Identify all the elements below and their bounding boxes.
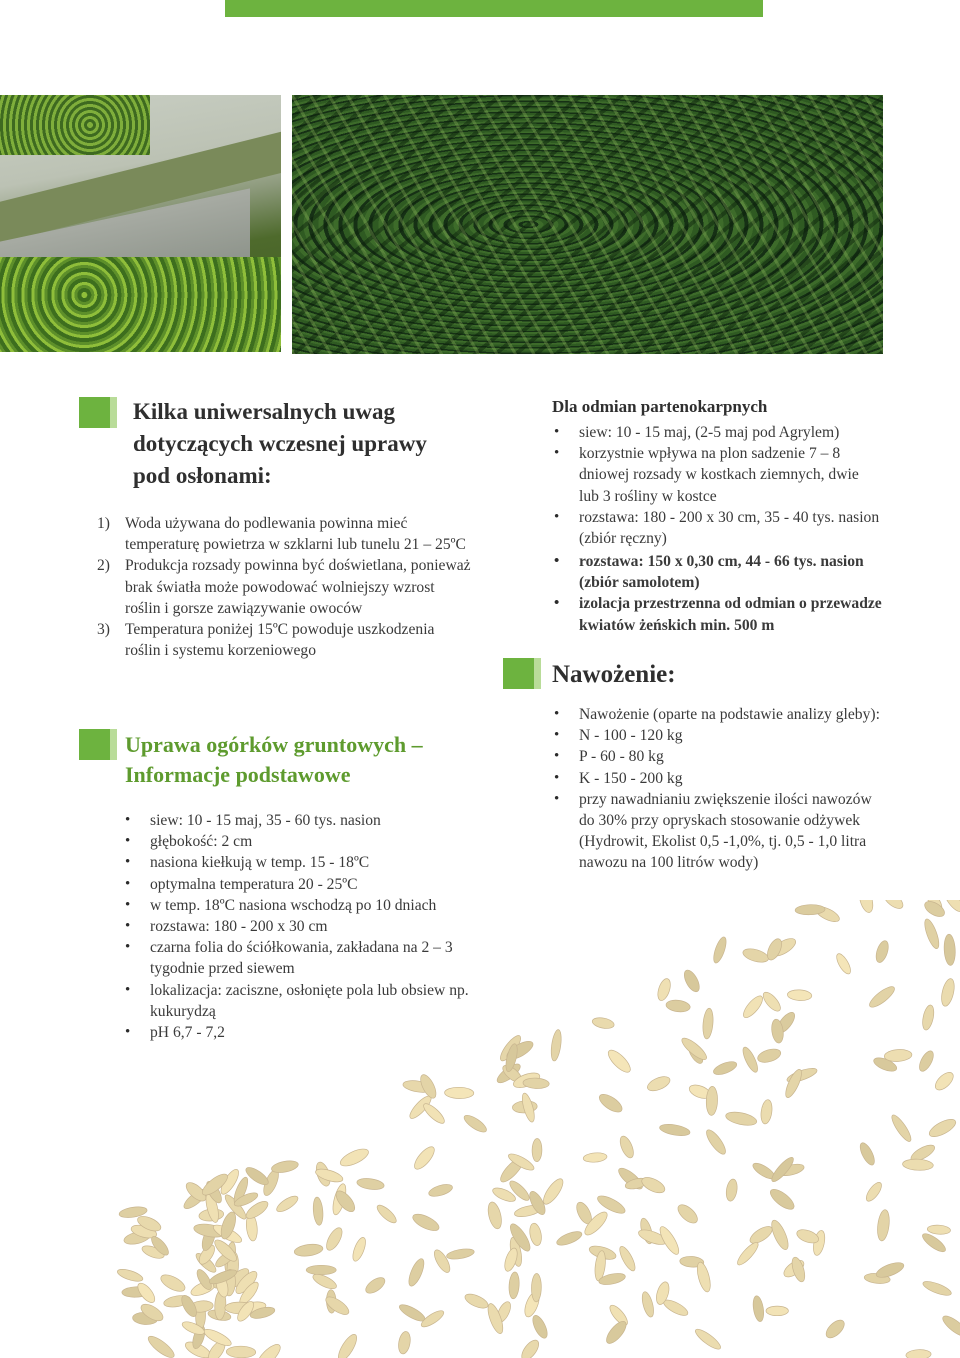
seed-shape xyxy=(695,1261,713,1293)
list-item-text: Woda używana do podlewania powinna mieć temperaturę powietrza w szklarni lub tunelu 21 – 25ºC xyxy=(125,515,466,554)
seed-shape xyxy=(116,1267,144,1284)
seed-shape xyxy=(752,1295,766,1322)
seed-shape xyxy=(712,1059,739,1077)
list-item-text: Temperatura poniżej 15ºC powoduje uszkodzenia roślin i systemu korzeniowego xyxy=(125,621,435,660)
seed-shape xyxy=(617,1244,638,1273)
seed-shape xyxy=(375,1202,399,1225)
seed-shape xyxy=(823,1317,847,1341)
top-green-bar xyxy=(225,0,763,17)
seed-shape xyxy=(864,1180,885,1203)
seed-shape xyxy=(145,1333,177,1358)
list-item: • pH 6,7 - 7,2 xyxy=(123,1022,475,1043)
seed-shape xyxy=(725,1178,739,1202)
seed-shape xyxy=(927,1116,958,1140)
seed-shape xyxy=(605,1047,634,1076)
seed-shape xyxy=(756,1047,782,1065)
seed-shape xyxy=(508,1272,520,1299)
seed-shape xyxy=(922,917,942,950)
seed-shape xyxy=(735,1240,761,1268)
seed-shape xyxy=(411,1211,442,1234)
seed-shape xyxy=(446,1247,475,1261)
list-item xyxy=(97,619,472,661)
seed-shape xyxy=(462,1112,489,1135)
seed-shape xyxy=(356,1177,385,1191)
seed-shape xyxy=(555,1229,584,1248)
seed-shape xyxy=(639,1174,667,1196)
seed-shape xyxy=(740,993,765,1020)
seed-shape xyxy=(874,939,891,964)
seed-shape xyxy=(540,1176,566,1207)
seed-shape xyxy=(675,1201,701,1226)
parthenocarpic-bold-list xyxy=(552,551,882,636)
photo-gherkins xyxy=(292,95,883,354)
seed-shape xyxy=(306,1265,336,1274)
list-item: • nasiona kiełkują w temp. 15 - 18ºC xyxy=(123,852,475,873)
seed-shape xyxy=(884,1049,912,1063)
seed-shape xyxy=(760,1099,774,1125)
seed-shape xyxy=(411,1144,437,1172)
parthenocarpic-list xyxy=(552,422,882,549)
seed-shape xyxy=(834,952,853,976)
seed-shape xyxy=(766,1306,788,1316)
seed-shape xyxy=(881,900,906,912)
seed-shape xyxy=(363,1275,387,1297)
seed-shape xyxy=(406,1257,427,1288)
seed-shape xyxy=(294,1243,324,1258)
photo-cucumbers-pile xyxy=(0,257,281,352)
section-heading-fertilization: Nawożenie: xyxy=(552,661,676,688)
list-item xyxy=(97,555,472,619)
seed-shape xyxy=(597,1091,625,1115)
list-item-number: 1) xyxy=(97,515,110,532)
seed-shape xyxy=(659,1122,691,1137)
seed-shape xyxy=(922,900,947,920)
seed-shape xyxy=(767,1186,797,1213)
section-marker xyxy=(503,658,534,689)
seed-shape xyxy=(583,1152,608,1163)
list-item: • P - 60 - 80 kg xyxy=(552,746,882,767)
seed-shape xyxy=(681,968,702,994)
seed-shape xyxy=(421,1101,447,1126)
seed-shape xyxy=(939,977,956,1007)
seed-shape xyxy=(350,1236,368,1263)
photo-sorting-machine xyxy=(0,95,281,352)
seed-shape xyxy=(693,1326,723,1352)
seed-shape xyxy=(530,1313,550,1340)
list-item: • przy nawadnianiu zwiększenie ilości nawozów do 30% przy opryskach stosowanie odżywek (Hydrowit, Ekolist 0,5 -1,0%, tj. 0,5 - 1,0 litra nawozu na 100 litrów wody) xyxy=(552,789,882,874)
seed-shape xyxy=(645,1074,672,1094)
seed-shape xyxy=(876,1209,891,1242)
seed-shape xyxy=(943,934,956,966)
seed-shape xyxy=(254,1341,284,1358)
list-item: • siew: 10 - 15 maj, (2-5 maj pod Agrylem) xyxy=(552,422,882,443)
seed-shape xyxy=(857,900,875,914)
seed-shape xyxy=(271,1159,300,1175)
list-item-number: 3) xyxy=(97,621,110,639)
list-item: • siew: 10 - 15 maj, 35 - 60 tys. nasion xyxy=(123,810,475,831)
seed-shape xyxy=(486,1201,504,1230)
section-heading-parthenocarpic: Dla odmian partenokarpnych xyxy=(552,397,768,416)
photo-cucumbers-top xyxy=(0,95,150,155)
cucumber-seeds-image xyxy=(70,900,960,1358)
seed-shape xyxy=(617,1134,636,1159)
seed-shape xyxy=(917,1049,937,1074)
section-marker xyxy=(79,397,110,428)
seed-shape xyxy=(940,1313,960,1340)
seed-shape xyxy=(603,1318,629,1346)
seed-shape xyxy=(665,999,690,1013)
seed-shape xyxy=(591,1016,615,1030)
seed-shape xyxy=(431,1248,453,1275)
seed-shape xyxy=(274,1193,300,1214)
list-item: • czarna folia do ściółkowania, zakładana na 2 – 3 tygodnie przed siewem xyxy=(123,937,475,979)
fertilization-list xyxy=(552,704,882,874)
section-heading-field: Uprawa ogórków gruntowych – Informacje podstawowe xyxy=(125,732,423,787)
list-item: • w temp. 18ºC nasiona wschodzą po 10 dniach xyxy=(123,895,475,916)
seed-shape xyxy=(725,1110,758,1128)
seed-shape xyxy=(312,1197,324,1226)
section-heading-greenhouse: Kilka uniwersalnych uwag dotyczących wczesnej uprawy pod osłonami: xyxy=(133,399,427,488)
seed-shape xyxy=(787,989,812,1001)
seed-shape xyxy=(927,1224,951,1235)
list-item: • Nawożenie (oparte na podstawie analizy gleby): xyxy=(552,704,882,725)
seed-shape xyxy=(532,1138,542,1161)
seed-shape xyxy=(528,1222,543,1246)
seed-shape xyxy=(397,1302,427,1324)
greenhouse-remarks-list xyxy=(97,513,472,661)
seed-shape xyxy=(760,990,783,1014)
seed-shape xyxy=(741,946,770,964)
seed-shape xyxy=(158,1272,187,1295)
list-item: • korzystnie wpływa na plon sadzenie 7 – 8 dniowej rozsady w kostkach ziemnych, dwie lub 3 rośliny w kostce xyxy=(552,443,882,507)
seed-shape xyxy=(703,1127,728,1157)
seed-shape xyxy=(531,1273,541,1302)
seed-shape xyxy=(323,1225,345,1252)
seed-shape xyxy=(702,1008,714,1040)
list-item xyxy=(97,513,472,555)
list-item: • rozstawa: 180 - 200 x 30 cm, 35 - 40 tys. nasion (zbiór ręczny) xyxy=(552,507,882,549)
list-item: • lokalizacja: zaciszne, osłonięte pola lub obsiew np. kukurydzą xyxy=(123,980,475,1022)
seed-shape xyxy=(338,1146,371,1170)
seed-shape xyxy=(550,1029,563,1062)
list-item: • rozstawa: 180 - 200 x 30 cm xyxy=(123,916,475,937)
list-item: • rozstawa: 150 x 0,30 cm, 44 - 66 tys. nasion (zbiór samolotem) xyxy=(552,551,882,593)
seed-shape xyxy=(906,1349,932,1358)
seed-shape xyxy=(397,1331,412,1355)
seed-shape xyxy=(463,1291,490,1311)
seed-shape xyxy=(783,1067,805,1099)
seed-shape xyxy=(740,1045,760,1074)
list-item: • izolacja przestrzenna od odmian o przewadze kwiatów żeńskich min. 500 m xyxy=(552,593,882,635)
seed-shape xyxy=(711,936,728,965)
seed-shape xyxy=(867,983,897,1010)
section-marker xyxy=(79,729,110,760)
seed-shape xyxy=(445,1087,474,1099)
seed-shape xyxy=(768,1218,791,1252)
list-item: • K - 150 - 200 kg xyxy=(552,768,882,789)
seed-shape xyxy=(655,977,672,1002)
seed-shape xyxy=(519,1337,542,1358)
list-item: • optymalna temperatura 20 - 25ºC xyxy=(123,874,475,895)
seed-shape xyxy=(921,1279,952,1298)
list-item-number: 2) xyxy=(97,557,110,575)
seed-shape xyxy=(874,1260,905,1281)
list-item: • głębokość: 2 cm xyxy=(123,831,475,852)
seed-shape xyxy=(335,1332,360,1358)
seed-shape xyxy=(902,1158,933,1171)
list-item-text: Produkcja rozsady powinna być doświetlana, ponieważ brak światła może powodować wolniejszy wzrost roślin i gorsze zawiązywanie owoców xyxy=(125,557,471,617)
seed-shape xyxy=(932,1069,956,1093)
seed-shape xyxy=(889,1113,914,1144)
seed-shape xyxy=(640,1291,656,1319)
seed-shape xyxy=(226,1346,256,1358)
seed-shape xyxy=(857,1141,877,1167)
seed-shape xyxy=(747,1223,774,1246)
seed-shape xyxy=(921,1004,936,1031)
seed-shape xyxy=(523,1077,550,1089)
list-item: • N - 100 - 120 kg xyxy=(552,725,882,746)
seed-shape xyxy=(427,1182,453,1199)
